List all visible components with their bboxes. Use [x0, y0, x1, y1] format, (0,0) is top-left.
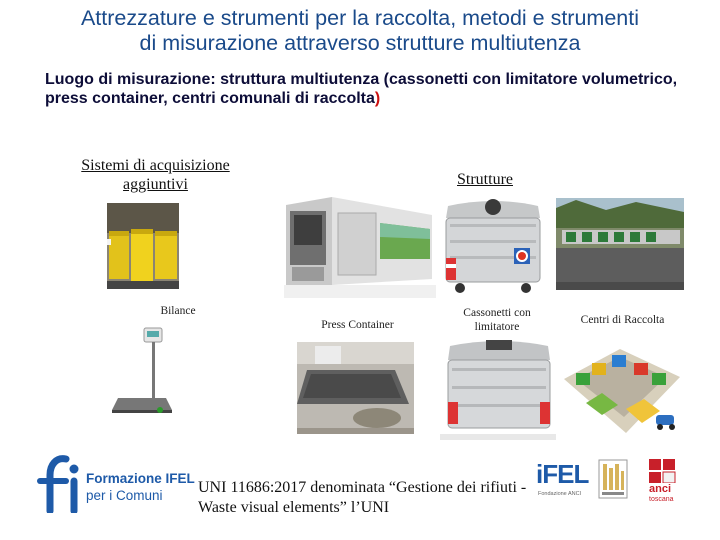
- uni-standard-text: UNI 11686:2017 denominata “Gestione dei rifiuti - Waste visual elements” l’UNI: [198, 479, 527, 516]
- logo-formazione-line-1: Formazione IFEL: [86, 471, 195, 486]
- logo-anci-toscana: [643, 459, 683, 507]
- slide-title: [0, 6, 720, 56]
- illustration-centro-raccolta: [556, 333, 686, 443]
- caption-press-container: Press Container: [321, 319, 394, 331]
- caption-centri-raccolta: Centri di Raccolta: [580, 314, 665, 326]
- caption-bilance: Bilance: [160, 305, 196, 317]
- logo-anci-text: anci: [649, 483, 672, 495]
- measurement-location-text: [45, 70, 695, 108]
- slide-title-line-1: Attrezzature e strumenti per la raccolta, metodi e strumenti: [80, 6, 640, 30]
- photo-cassonetto: [440, 196, 546, 294]
- subtitle-paren: ): [374, 90, 381, 107]
- caption-cassonetti: [451, 306, 543, 334]
- logo-formazione-line-2: per i Comuni: [86, 488, 163, 503]
- label-acquisizione-line-1: Sistemi di acquisizione: [81, 157, 230, 174]
- logo-ifel-subtitle: Fondazione ANCI: [538, 491, 582, 497]
- fi-logo-icon: [36, 455, 84, 513]
- photo-bilancia: [108, 326, 176, 418]
- subtitle-main: Luogo di misurazione: struttura multiutenza (cassonetti con limitatore volumetrico, press container, centri comunali di raccolta: [45, 71, 678, 107]
- photo-interrato: [297, 342, 414, 434]
- caption-cassonetti-line-1: Cassonetti con: [463, 307, 531, 319]
- photo-press-container: [284, 193, 436, 298]
- logo-ifel: [536, 459, 592, 503]
- logo-anci-subtitle: toscana: [649, 496, 674, 503]
- logo-ifel-text: iFEL: [536, 459, 589, 489]
- anci-emblem-icon: [598, 459, 628, 499]
- label-acquisizione-line-2: aggiuntivi: [123, 176, 188, 193]
- slide-title-line-2: di misurazione attraverso strutture multiutenza: [139, 31, 581, 55]
- photo-cassonetto-limitatore: [440, 338, 558, 440]
- label-strutture: Strutture: [457, 171, 513, 188]
- anci-toscana-icon: [649, 459, 677, 483]
- photo-yellow-bins: [107, 203, 179, 289]
- caption-cassonetti-line-2: limitatore: [474, 321, 520, 333]
- photo-centro-raccolta: [556, 198, 684, 290]
- label-sistemi-acquisizione: [68, 156, 243, 194]
- logo-formazione-ifel: [36, 455, 195, 513]
